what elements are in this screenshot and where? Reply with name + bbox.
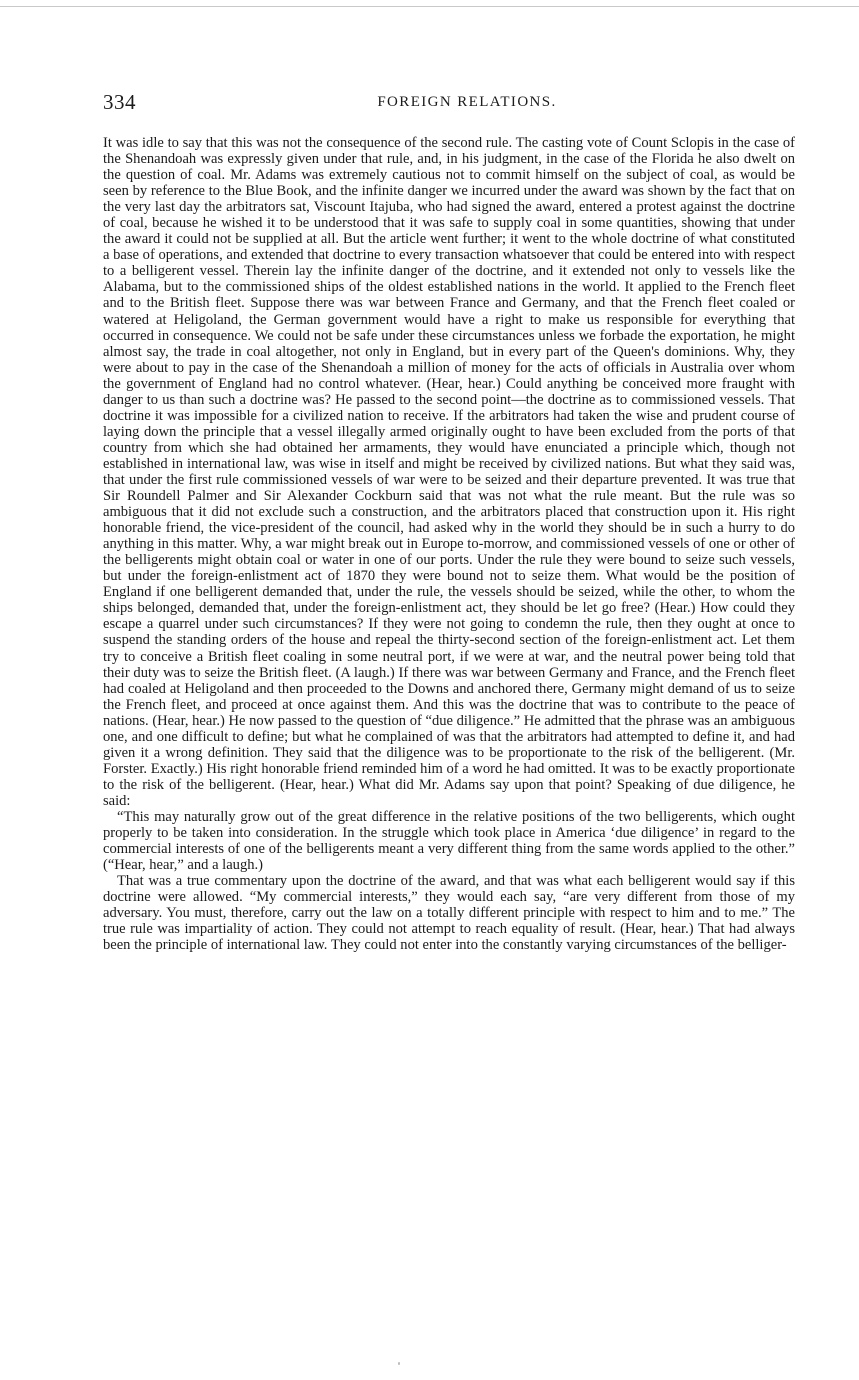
page-number: 334 <box>103 90 136 114</box>
running-header <box>103 90 795 114</box>
top-edge-rule <box>0 6 859 7</box>
paragraph-quotation: “This may naturally grow out of the great difference in the relative positions of the two belligerents, which ought properly to be taken into consideration. In the struggle which took place in America ‘due diligence’ in regard to the commercial interests of one of the belligerents meant a very different thing from the same words applied to the other.” (“Hear, hear,” and a laugh.) <box>103 808 795 874</box>
print-speck <box>398 1362 400 1365</box>
paragraph-commentary: That was a true commentary upon the doctrine of the award, and that was what each belligerent would say if this doctrine were allowed. “My commercial interests,” they would each say, “are very different from those of my adversary. You must, therefore, carry out the law on a totally different principle with respect to him and to me.” The true rule was impartiality of action. They could not attempt to reach equality of result. (Hear, hear.) That had always been the principle of international law. They could not enter into the constantly varying circumstances of the belliger- <box>103 873 795 954</box>
body-text <box>103 135 795 953</box>
running-title: FOREIGN RELATIONS. <box>377 94 557 110</box>
paragraph-speech: It was idle to say that this was not the consequence of the second rule. The casting vote of Count Sclopis in the case of the Shenandoah was expressly given under that rule, and, in his judgment, in the case of the Florida he also dwelt on the question of coal. Mr. Adams was extremely cautious not to commit himself on the subject of coal, as would be seen by reference to the Blue Book, and the infinite danger we incurred under the award was shown by the fact that on the very last day the arbitrators sat, Viscount Itajuba, who had signed the award, entered a protest against the doctrine of coal, because he wished it to be understood that it was safe to supply coal in some quantities, showing that under the award it could not be supplied at all. But the article went further; it went to the whole doctrine of what constituted a base of operations, and extended that doctrine to every transaction whatsoever that could be entered into with respect to a belligerent vessel. Therein lay the infinite danger of the doctrine, and it extended not only to vessels like the Alabama, but to the commissioned ships of the oldest established nations in the world. It applied to the French fleet and to the British fleet. Suppose there was war between France and Germany, and that the French fleet coaled or watered at Heligoland, the German government would have a right to make us responsible for everything that occurred in consequence. We could not be safe under these circumstances unless we forbade the exportation, he might almost say, the trade in coal altogether, not only in England, but in every part of the Queen's dominions. Why, they were about to pay in the case of the Shenandoah a million of money for the acts of officials in Australia over whom the government of England had no control whatever. (Hear, hear.) Could anything be conceived more fraught with danger to us than such a doctrine was? He passed to the second point—the doctrine as to commissioned vessels. That doctrine it was impossible for a civilized nation to receive. If the arbitrators had taken the wise and prudent course of laying down the principle that a vessel illegally armed originally ought to have been excluded from the ports of that country from which she had obtained her armaments, they would have enunciated a principle which, though not established in international law, was wise in itself and might be received by civilized nations. But what they said was, that under the first rule commissioned vessels of war were to be seized and their departure prevented. It was true that Sir Roundell Palmer and Sir Alexander Cockburn said that was not what the rule meant. But the rule was so ambiguous that it did not exclude such a construction, and the arbitrators placed that construction upon it. His right honorable friend, the vice-president of the council, had asked why in the world they should be in such a hurry to do anything in this matter. Why, a war might break out in Europe to-morrow, and commissioned vessels of one or other of the belligerents might obtain coal or water in one of our ports. Under the rule they were bound to seize such vessels, but under the foreign-enlistment act of 1870 they were bound not to seize them. What would be the position of England if one belligerent demanded that, under the rule, the vessels should be seized, while the other, to whom the ships belonged, demanded that, under the foreign-enlistment act, they should be let go free? (Hear.) How could they escape a quarrel under such circumstances? If they were not going to condemn the rule, then they ought at once to suspend the standing orders of the house and repeal the thirty-second section of the foreign-enlistment act. Let them try to conceive a British fleet coaling in some neutral port, if we were at war, and the neutral power being told that their duty was to seize the British fleet. (A laugh.) If there was war between Germany and France, and the French fleet had coaled at Heligoland and then proceeded to the Downs and anchored there, Germany might demand of us to seize the French fleet, and proceed at once against them. And this was the doctrine that was to contribute to the peace of nations. (Hear, hear.) He now passed to the question of “due diligence.” He admitted that the phrase was an ambiguous one, and one difficult to define; but what he complained of was that the arbitrators had attempted to define it, and had given it a wrong definition. They said that the diligence was to be proportionate to the risk of the belligerent. (Mr. Forster. Exactly.) His right honorable friend reminded him of a word he had omitted. It was to be exactly proportionate to the risk of the belligerent. (Hear, hear.) What did Mr. Adams say upon that point? Speaking of due diligence, he said: <box>103 135 795 809</box>
